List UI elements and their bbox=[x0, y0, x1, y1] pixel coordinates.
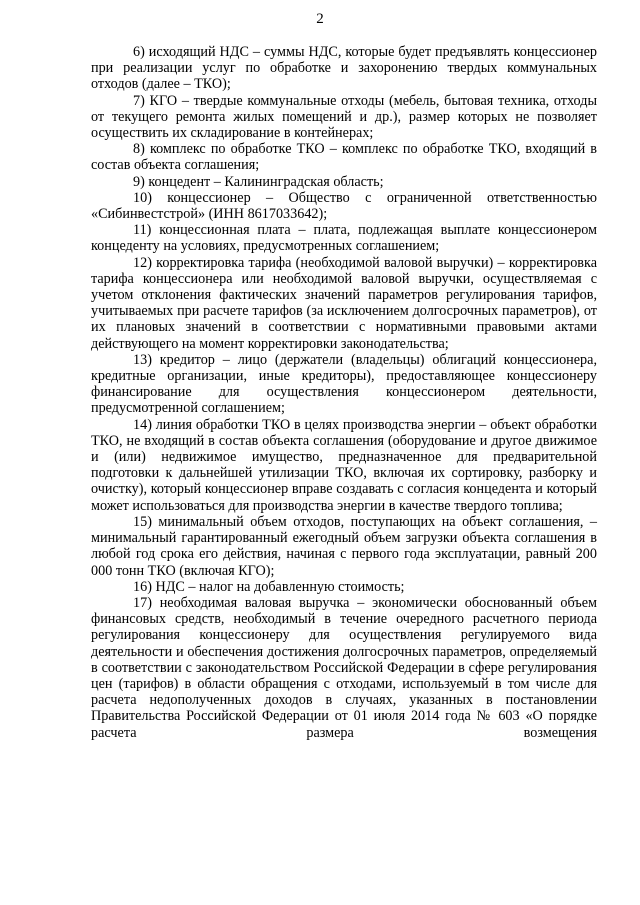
paragraph-item-6: 6) исходящий НДС – суммы НДС, которые будет предъявлять концессионер при реализации услуг по обработке и захоронению твердых коммунальных отходов (далее – ТКО); bbox=[91, 44, 597, 93]
paragraph-item-11: 11) концессионная плата – плата, подлежащая выплате концессионером концеденту на условиях, предусмотренных соглашением; bbox=[91, 222, 597, 255]
paragraph-item-7: 7) КГО – твердые коммунальные отходы (мебель, бытовая техника, отходы от текущего ремонта жилых помещений и др.), размер которых не позволяет осуществить их складирование в контейнерах; bbox=[91, 92, 597, 142]
paragraph-item-12: 12) корректировка тарифа (необходимой валовой выручки) – корректировка тарифа концессионера или необходимой валовой выручки, осуществляемая с учетом отклонения фактических значений параметров регулирования тарифов, учитываемых при расчете тарифов (за исключением долгосрочных параметров), от их плановых значений в соответствии с нормативными правовыми актами действующего на момент корректировки законодательства; bbox=[91, 254, 597, 352]
paragraph-item-10: 10) концессионер – Общество с ограниченной ответственностью «Сибинвестстрой» (ИНН 8617033642); bbox=[91, 189, 597, 223]
paragraph-item-15: 15) минимальный объем отходов, поступающих на объект соглашения, – минимальный гарантированный ежегодный объем загрузки объекта соглашения в любой год срока его действия, начиная с первого года эксплуатации, равный 200 000 тонн ТКО (включая КГО); bbox=[91, 513, 597, 579]
page-number: 2 bbox=[316, 11, 324, 27]
paragraph-item-9: 9) концедент – Калининградская область; bbox=[133, 173, 384, 190]
paragraph-item-14: 14) линия обработки ТКО в целях производства энергии – объект обработки ТКО, не входящий в состав объекта соглашения (оборудование и другое движимое и (или) недвижимое имущество, предназначенное для предварительной подготовки к дальнейшей утилизации ТКО, включая их сортировку, разборку и очистку), который концессионер вправе создавать с согласия концедента и который может использоваться для производства энергии в качестве твердого топлива; bbox=[91, 416, 597, 514]
paragraph-item-17: 17) необходимая валовая выручка – экономически обоснованный объем финансовых средств, необходимый в течение очередного расчетного периода регулирования концессионеру для осуществления регулируемого вида деятельности и обеспечения достижения долгосрочных параметров, определяемый в соответствии с законодательством Российской Федерации в сфере регулирования цен (тарифов) в области обращения с отходами, используемый в том числе для расчета недополученных доходов в случаях, указанных в постановлении Правительства Российской Федерации от 01 июля 2014 года № 603 «О порядке расчета размера возмещения bbox=[91, 594, 597, 741]
paragraph-item-8: 8) комплекс по обработке ТКО – комплекс по обработке ТКО, входящий в состав объекта соглашения; bbox=[91, 141, 597, 174]
paragraph-item-16: 16) НДС – налог на добавленную стоимость; bbox=[133, 578, 405, 595]
document-body bbox=[91, 44, 597, 741]
paragraph-item-13: 13) кредитор – лицо (держатели (владельцы) облигаций концессионера, кредитные организации, иные кредиторы), предоставляющее концессионеру финансирование для осуществления концессионером деятельности, предусмотренной соглашением; bbox=[91, 351, 597, 417]
